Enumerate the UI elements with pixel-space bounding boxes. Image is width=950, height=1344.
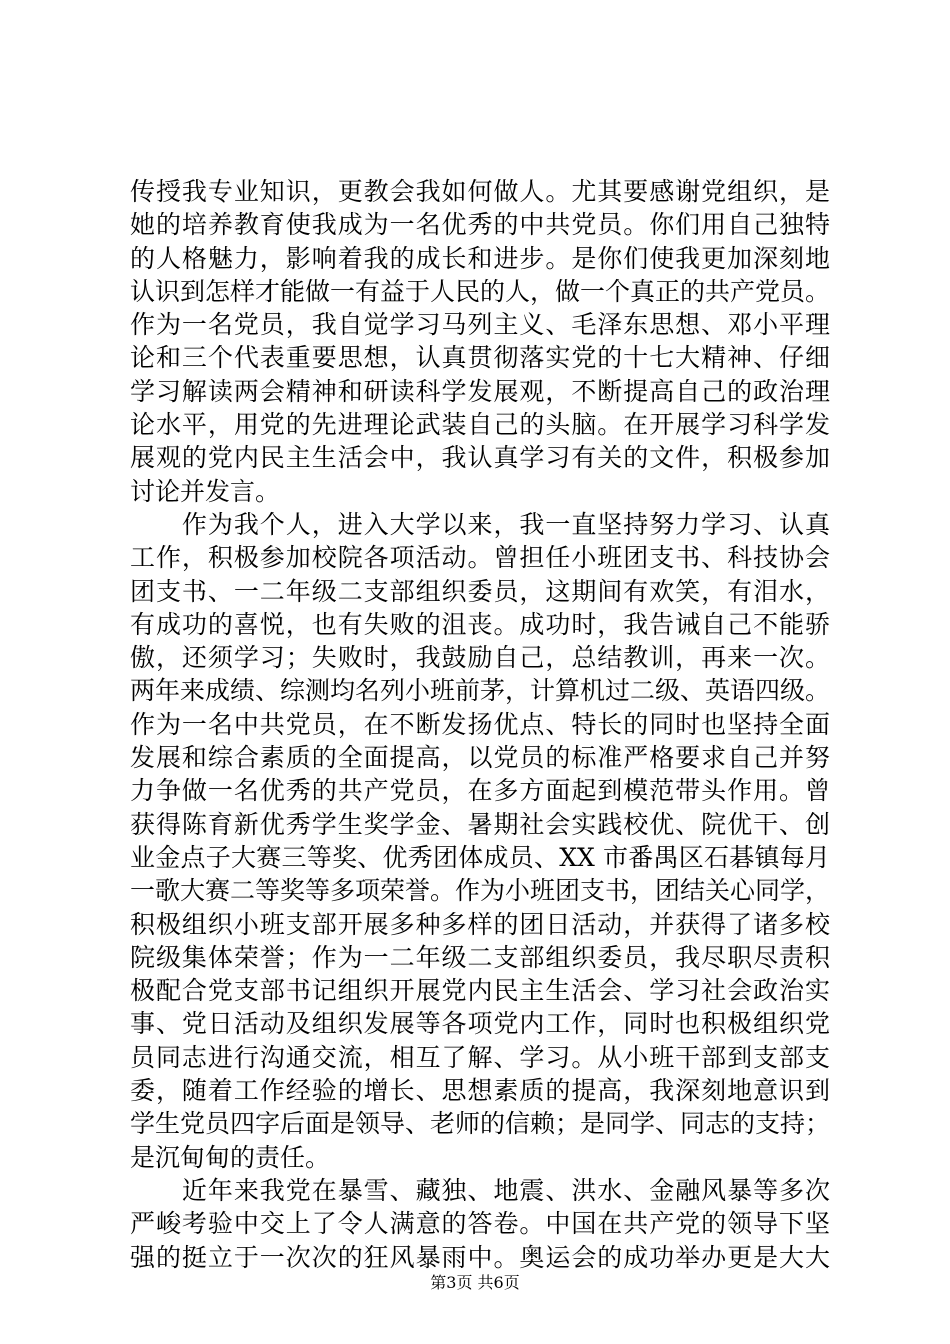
text-line: 极配合党支部书记组织开展党内民主生活会、学习社会政治实 bbox=[130, 976, 830, 1006]
text-line: 作为我个人，进入大学以来，我一直坚持努力学习、认真 bbox=[130, 509, 830, 539]
text-line: 工作，积极参加校院各项活动。曾担任小班团支书、科技协会 bbox=[130, 543, 830, 573]
text-line: 强的挺立于一次次的狂风暴雨中。奥运会的成功举办更是大大 bbox=[130, 1242, 830, 1272]
text-line: 近年来我党在暴雪、藏独、地震、洪水、金融风暴等多次 bbox=[130, 1175, 830, 1205]
text-line: 积极组织小班支部开展多种多样的团日活动，并获得了诸多校 bbox=[130, 909, 830, 939]
text-line: 讨论并发言。 bbox=[130, 476, 281, 506]
text-line: 作为一名党员，我自觉学习马列主义、毛泽东思想、邓小平理 bbox=[130, 310, 830, 340]
text-line: 力争做一名优秀的共产党员，在多方面起到模范带头作用。曾 bbox=[130, 776, 830, 806]
text-line: 团支书、一二年级二支部组织委员，这期间有欢笑，有泪水， bbox=[130, 576, 830, 606]
text-line: 学生党员四字后面是领导、老师的信赖；是同学、同志的支持； bbox=[130, 1109, 831, 1139]
text-line: 学习解读两会精神和研读科学发展观，不断提高自己的政治理 bbox=[130, 376, 830, 406]
text-line: 是沉甸甸的责任。 bbox=[130, 1142, 331, 1172]
text-line: 院级集体荣誉；作为一二年级二支部组织委员，我尽职尽责积 bbox=[130, 942, 830, 972]
text-line: 她的培养教育使我成为一名优秀的中共党员。你们用自己独特 bbox=[130, 210, 830, 240]
text-line: 认识到怎样才能做一有益于人民的人，做一个真正的共产党员。 bbox=[130, 276, 831, 306]
text-line: 获得陈育新优秀学生奖学金、暑期社会实践校优、院优干、创 bbox=[130, 809, 830, 839]
text-line: 严峻考验中交上了令人满意的答卷。中国在共产党的领导下坚 bbox=[130, 1209, 830, 1239]
text-line: 发展和综合素质的全面提高，以党员的标准严格要求自己并努 bbox=[130, 743, 830, 773]
text-line: 论和三个代表重要思想，认真贯彻落实党的十七大精神、仔细 bbox=[130, 343, 830, 373]
text-line: 员同志进行沟通交流，相互了解、学习。从小班干部到支部支 bbox=[130, 1042, 830, 1072]
text-line: 的人格魅力，影响着我的成长和进步。是你们使我更加深刻地 bbox=[130, 243, 830, 273]
text-line: 委，随着工作经验的增长、思想素质的提高，我深刻地意识到 bbox=[130, 1076, 830, 1106]
text-line: 事、党日活动及组织发展等各项党内工作，同时也积极组织党 bbox=[130, 1009, 830, 1039]
text-line: 有成功的喜悦，也有失败的沮丧。成功时，我告诫自己不能骄 bbox=[130, 609, 830, 639]
text-line: 一歌大赛二等奖等多项荣誉。作为小班团支书，团结关心同学， bbox=[130, 876, 831, 906]
text-line: 两年来成绩、综测均名列小班前茅，计算机过二级、英语四级。 bbox=[130, 676, 831, 706]
text-line: 展观的党内民主生活会中，我认真学习有关的文件，积极参加 bbox=[130, 443, 830, 473]
text-line: 业金点子大赛三等奖、优秀团体成员、XX 市番禺区石碁镇每月 bbox=[130, 842, 830, 872]
text-line: 傲，还须学习；失败时，我鼓励自己，总结教训，再来一次。 bbox=[130, 643, 830, 673]
document-body bbox=[130, 175, 830, 1274]
text-line: 传授我专业知识，更教会我如何做人。尤其要感谢党组织，是 bbox=[130, 177, 830, 206]
text-line: 论水平，用党的先进理论武装自己的头脑。在开展学习科学发 bbox=[130, 410, 830, 440]
text-line: 作为一名中共党员，在不断发扬优点、特长的同时也坚持全面 bbox=[130, 709, 830, 739]
page-number: 第3页 共6页 bbox=[430, 1273, 520, 1292]
